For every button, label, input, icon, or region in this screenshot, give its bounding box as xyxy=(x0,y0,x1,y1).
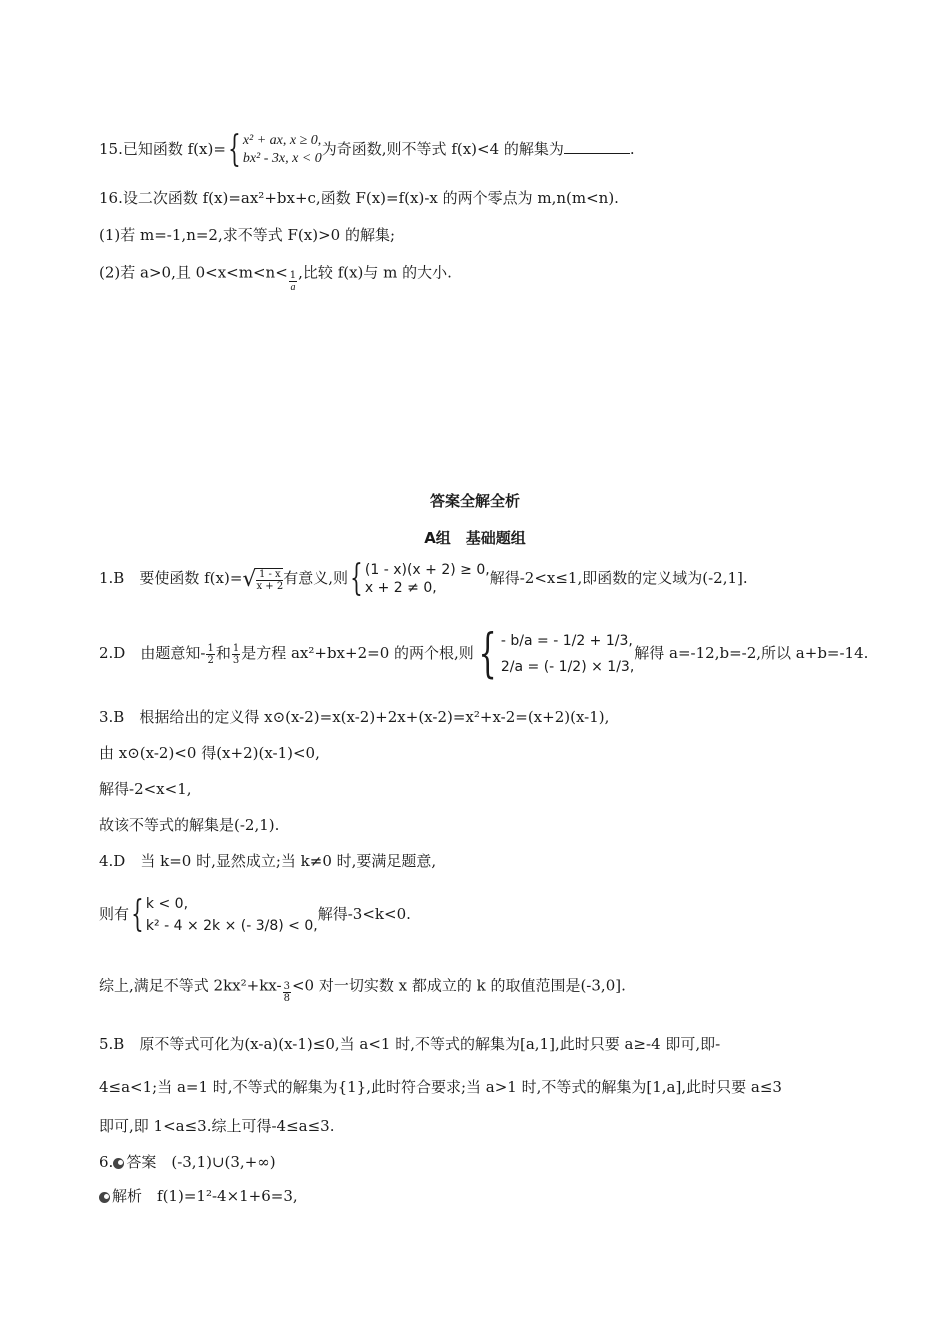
sqrt-den: x + 2 xyxy=(256,580,284,592)
a1-case2: x + 2 ≠ 0, xyxy=(364,580,437,596)
frac-num: 1 xyxy=(289,270,297,281)
sqrt-expression: √ $\frac{1 - x}{x + 2}$ xyxy=(242,566,284,592)
a2-and: 和 xyxy=(215,644,231,662)
analysis-marker-icon xyxy=(99,1192,110,1203)
q15-case1: x² + ax, x ≥ 0, xyxy=(242,133,322,148)
a4-line1: 4.D 当 k=0 时,显然成立;当 k≠0 时,要满足题意, xyxy=(99,852,437,870)
answer-blank xyxy=(564,139,630,154)
a4-system-line xyxy=(99,893,411,937)
a6-answer-value: (-3,1)∪(3,+∞) xyxy=(171,1153,276,1171)
group-title: A组 基础题组 xyxy=(424,529,526,547)
frac-den: a xyxy=(290,282,296,293)
a3-line1: 3.B 根据给出的定义得 x⊙(x-2)=x(x-2)+2x+(x-2)=x²+x-2=(x+2)(x-1), xyxy=(99,708,610,726)
brace-icon: { xyxy=(228,129,241,170)
a1-mid: 有意义,则 xyxy=(283,569,348,587)
q15-suffix: 为奇函数,则不等式 f(x)<4 的解集为 xyxy=(321,140,564,158)
a2-case2: 2/a = (- 1/2) × 1/3, xyxy=(500,659,635,675)
frac-num: 3 xyxy=(283,981,290,992)
frac-num: 1 xyxy=(232,642,240,654)
a4-case2: k² - 4 × 2k × (- 3/8) < 0, xyxy=(145,918,318,934)
a2-post: 解得 a=-12,b=-2,所以 a+b=-14. xyxy=(634,644,869,662)
q16-part1: (1)若 m=-1,n=2,求不等式 F(x)>0 的解集; xyxy=(99,226,396,244)
q15-end: . xyxy=(629,140,635,158)
a4-post: 解得-3<k<0. xyxy=(317,905,411,923)
q16-part2-pre: (2)若 a>0,且 0<x<m<n< xyxy=(99,263,288,282)
answer-marker-icon xyxy=(113,1158,124,1169)
answer-2 xyxy=(99,624,869,684)
a2-case1: - b/a = - 1/2 + 1/3, xyxy=(500,633,633,649)
a6-analysis xyxy=(99,1186,298,1206)
a4-pre: 则有 xyxy=(99,905,130,923)
brace-icon: { xyxy=(131,894,144,935)
a1-label: 1.B xyxy=(99,569,125,587)
brace-icon: { xyxy=(478,624,497,684)
frac-num: 1 xyxy=(207,642,214,654)
sqrt-num: 1 - x xyxy=(256,569,283,581)
a5-line2: 4≤a<1;当 a=1 时,不等式的解集为{1},此时符合要求;当 a>1 时,不等式的解集为[1,a],此时只要 a≤3 xyxy=(99,1078,782,1096)
a4-system xyxy=(146,893,318,937)
a3-line3: 解得-2<x<1, xyxy=(99,780,192,798)
a2-label: 2.D xyxy=(99,644,126,662)
fraction xyxy=(232,643,240,666)
a6-answer xyxy=(99,1152,276,1172)
question-15 xyxy=(99,129,635,170)
answers-title: 答案全解全析 xyxy=(429,492,520,510)
a6-analysis-label: 解析 xyxy=(112,1187,143,1205)
a6-analysis-text: f(1)=1²-4×1+6=3, xyxy=(157,1187,298,1205)
fraction xyxy=(289,270,297,293)
q15-piecewise xyxy=(243,132,322,168)
a4-summary xyxy=(99,975,626,1004)
a6-label: 6. xyxy=(99,1153,114,1171)
fraction xyxy=(206,643,214,666)
a6-answer-label: 答案 xyxy=(126,1153,157,1171)
a2-mid: 是方程 ax²+bx+2=0 的两个根,则 xyxy=(241,644,474,662)
q16-stem: 16.设二次函数 f(x)=ax²+bx+c,函数 F(x)=f(x)-x 的两个零点为 m,n(m<n). xyxy=(99,189,619,207)
fraction xyxy=(283,981,291,1004)
q15-case2: bx² - 3x, x < 0 xyxy=(242,151,322,166)
a4-sum-post: <0 对一切实数 x 都成立的 k 的取值范围是(-3,0]. xyxy=(291,976,626,995)
q15-prefix: 15.已知函数 f(x)= xyxy=(99,140,226,158)
q16-part2-post: ,比较 f(x)与 m 的大小. xyxy=(298,263,452,282)
brace-icon: { xyxy=(350,558,363,599)
frac-den: 8 xyxy=(283,993,290,1004)
a3-line2: 由 x⊙(x-2)<0 得(x+2)(x-1)<0, xyxy=(99,744,320,762)
answer-1 xyxy=(99,558,748,599)
a1-post: 解得-2<x≤1,即函数的定义域为(-2,1]. xyxy=(489,569,748,587)
a1-case1: (1 - x)(x + 2) ≥ 0, xyxy=(364,562,490,578)
a5-line1: 5.B 原不等式可化为(x-a)(x-1)≤0,当 a<1 时,不等式的解集为[a,1],此时只要 a≥-4 即可,即- xyxy=(99,1035,721,1053)
a5-line3: 即可,即 1<a≤3.综上可得-4≤a≤3. xyxy=(99,1117,335,1135)
frac-den: 3 xyxy=(232,654,240,666)
a4-sum-pre: 综上,满足不等式 2kx²+kx- xyxy=(99,976,282,995)
a1-system xyxy=(365,561,490,597)
a1-pre: 要使函数 f(x)= xyxy=(139,569,243,587)
a3-line4: 故该不等式的解集是(-2,1). xyxy=(99,816,280,834)
a2-system xyxy=(501,628,634,680)
a4-case1: k < 0, xyxy=(145,896,189,912)
frac-den: 2 xyxy=(207,654,214,666)
a2-pre: 由题意知- xyxy=(140,644,206,662)
q16-part2 xyxy=(99,262,452,293)
